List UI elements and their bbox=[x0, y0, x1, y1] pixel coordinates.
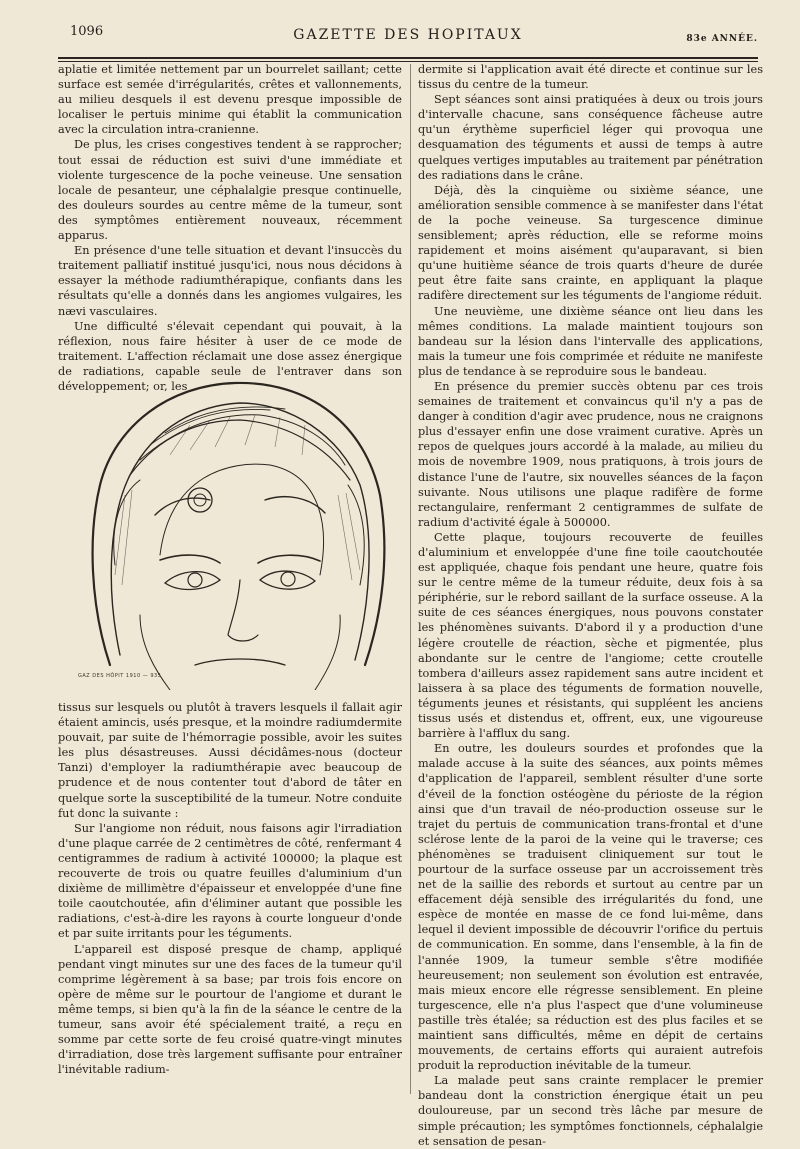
paragraph: Une difficulté s'élevait cependant qui pouvait, à la réflexion, nous faire hésiter à user de ce mode de traitement. L'affection réclamait une dose assez énergique de radiations, capable seule de l'entraver dans son développement; or, les bbox=[58, 319, 402, 393]
page-number: 1096 bbox=[70, 24, 104, 39]
figure-caption: GAZ DES HÔPIT 1910 — 935 bbox=[78, 673, 162, 679]
paragraph: En outre, les douleurs sourdes et profondes que la malade accuse à la suite des séances, aux points mêmes d'application de l'appareil, semblent résulter d'une sorte d'éveil de la fonction ostéogène du périoste de la région ainsi que d'un travail de néo-production osseuse sur le trajet du pertuis de communication trans-frontal et d'une sclérose lente de la paroi de la veine qui le traverse; ces phénomènes se traduisent cliniquement sur tout le pourtour de la surface osseuse par un accroissement très net de la saillie des rebords et surtout au centre par un effacement déjà sensible des irrégularités du fond, une espèce de montée en masse de ce fond lui-même, dans lequel il devient impossible de découvrir l'orifice du pertuis de communication. En somme, dans l'ensemble, à la fin de l'année 1909, la tumeur semble s'être modifiée heureusement; non seulement son évolution est entravée, mais mieux encore elle régresse sensiblement. En pleine turgescence, elle n'a plus l'aspect que d'une volumineuse pastille très étalée; sa réduction est des plus faciles et se maintient sans difficultés, même en dépit de certains mouvements, de certains efforts qui auraient autrefois produit la reproduction inévitable de la tumeur. bbox=[418, 742, 763, 1073]
paragraph: En présence d'une telle situation et devant l'insuccès du traitement palliatif institué jusqu'ici, nous nous décidons à essayer la méthode radiumthérapique, confiants dans les résultats qu'elle a donnés dans les angiomes vulgaires, les nævi vasculaires. bbox=[58, 244, 402, 318]
paragraph: tissus sur lesquels ou plutôt à travers lesquels il fallait agir étaient amincis, usés presque, et la moindre radiumdermite pouvait, par suite de l'hémorragie possible, avoir les suites les plus désastreuses. Aussi décidâmes-nous (docteur Tanzi) d'employer la radiumthérapie avec beaucoup de prudence et de nous contenter tout d'abord de tâter en quelque sorte la susceptibilité de la tumeur. Notre conduite fut donc la suivante : bbox=[58, 701, 402, 820]
face-drawing bbox=[70, 365, 400, 690]
paragraph: La malade peut sans crainte remplacer le premier bandeau dont la constriction énergique était un peu douloureuse, par un second très lâche par mesure de simple précaution; les symptômes fonctionnels, céphalalgie et sensation de pesan- bbox=[418, 1074, 763, 1148]
paragraph: L'appareil est disposé presque de champ, appliqué pendant vingt minutes sur une des faces de la tumeur qu'il comprime légèrement à sa base; par trois fois encore on opère de même sur le pourtour de l'angiome et durant le même temps, si bien qu'à la fin de la séance le centre de la tumeur, sans avoir été spécialement traité, a reçu en somme par cette sorte de feu croisé quatre-vingt minutes d'irradiation, dose très largement suffisante pour entraîner l'inévitable radium- bbox=[58, 942, 402, 1077]
page-header bbox=[58, 22, 758, 52]
header-rule bbox=[58, 57, 758, 59]
paragraph: En présence du premier succès obtenu par ces trois semaines de traitement et convaincus qu'il n'y a pas de danger à condition d'agir avec prudence, nous ne craignons plus d'essayer enfin une dose vraiment curative. Après un repos de quelques jours accordé à la malade, au milieu du mois de novembre 1909, nous pratiquons, à trois jours de distance l'une de l'autre, six nouvelles séances de la façon suivante. Nous utilisons une plaque radifère de forme rectangulaire, renfermant 2 centigrammes de sulfate de radium d'activité égale à 500000. bbox=[418, 379, 763, 529]
paragraph: Sept séances sont ainsi pratiquées à deux ou trois jours d'intervalle chacune, sans conséquence fâcheuse autre qu'un érythème superficiel léger qui provoqua une desquamation des téguments et aussi de temps à autre quelques vertiges imputables au traitement par pénétration des radiations dans le crâne. bbox=[418, 93, 763, 182]
paragraph: Une neuvième, une dixième séance ont lieu dans les mêmes conditions. La malade maintient toujours son bandeau sur la lésion dans l'intervalle des applications, mais la tumeur une fois comprimée et réduite ne manifeste plus de tendance à se reproduire sous le bandeau. bbox=[418, 304, 763, 378]
left-column-top bbox=[58, 62, 402, 394]
year-label: 83e ANNÉE. bbox=[686, 34, 758, 44]
left-column-bottom bbox=[58, 700, 402, 1077]
journal-title: GAZETTE DES HOPITAUX bbox=[293, 27, 523, 43]
face-illustration bbox=[70, 365, 400, 690]
column-divider bbox=[410, 64, 411, 1094]
right-column bbox=[418, 62, 763, 1149]
paragraph: dermite si l'application avait été directe et continue sur les tissus du centre de la tumeur. bbox=[418, 63, 763, 92]
paragraph: Déjà, dès la cinquième ou sixième séance, une amélioration sensible commence à se manifester dans l'état de la poche veineuse. Sa turgescence diminue sensiblement; après réduction, elle se reforme moins rapidement et moins aisément qu'auparavant, si bien qu'une huitième séance de trois quarts d'heure de durée peut être faite sans crainte, en appliquant la plaque radifère directement sur les téguments de l'angiome réduit. bbox=[418, 183, 763, 303]
paragraph: Cette plaque, toujours recouverte de feuilles d'aluminium et enveloppée d'une fine toile caoutchoutée est appliquée, chaque fois pendant une heure, quatre fois sur le centre même de la tumeur réduite, deux fois à sa périphérie, sur le rebord saillant de la surface osseuse. A la suite de ces séances énergiques, nous pouvons constater les phénomènes suivants. D'abord il y a production d'une légère croutelle de réaction, sèche et pigmentée, plus abondante sur le centre de l'angiome; cette croutelle tombera d'ailleurs assez rapidement sans autre incident et laissera à sa place des téguments de formation nouvelle, téguments jeunes et résistants, qui suppléent les anciens tissus usés et distendus et, offrent, eux, une vigoureuse barrière à l'afflux du sang. bbox=[418, 530, 763, 741]
paragraph: aplatie et limitée nettement par un bourrelet saillant; cette surface est semée d'irrégularités, crêtes et vallonnements, au milieu desquels il est devenu presque impossible de localiser le pertuis minime qui établit la communication avec la circulation intra-cranienne. bbox=[58, 63, 402, 137]
paragraph: Sur l'angiome non réduit, nous faisons agir l'irradiation d'une plaque carrée de 2 centimètres de côté, renfermant 4 centigrammes de radium à activité 100000; la plaque est recouverte de trois ou quatre feuilles d'aluminium d'un dixième de millimètre d'épaisseur et enveloppée d'une fine toile caoutchoutée, afin d'éliminer autant que possible les radiations, c'est-à-dire les rayons à courte longueur d'onde et par suite irritants pour les téguments. bbox=[58, 821, 402, 941]
paragraph: De plus, les crises congestives tendent à se rapprocher; tout essai de réduction est suivi d'une immédiate et violente turgescence de la poche veineuse. Une sensation locale de pesanteur, une céphalalgie presque continuelle, des douleurs sourdes au centre même de la tumeur, sont des symptômes entièrement nouveaux, récemment apparus. bbox=[58, 138, 402, 243]
